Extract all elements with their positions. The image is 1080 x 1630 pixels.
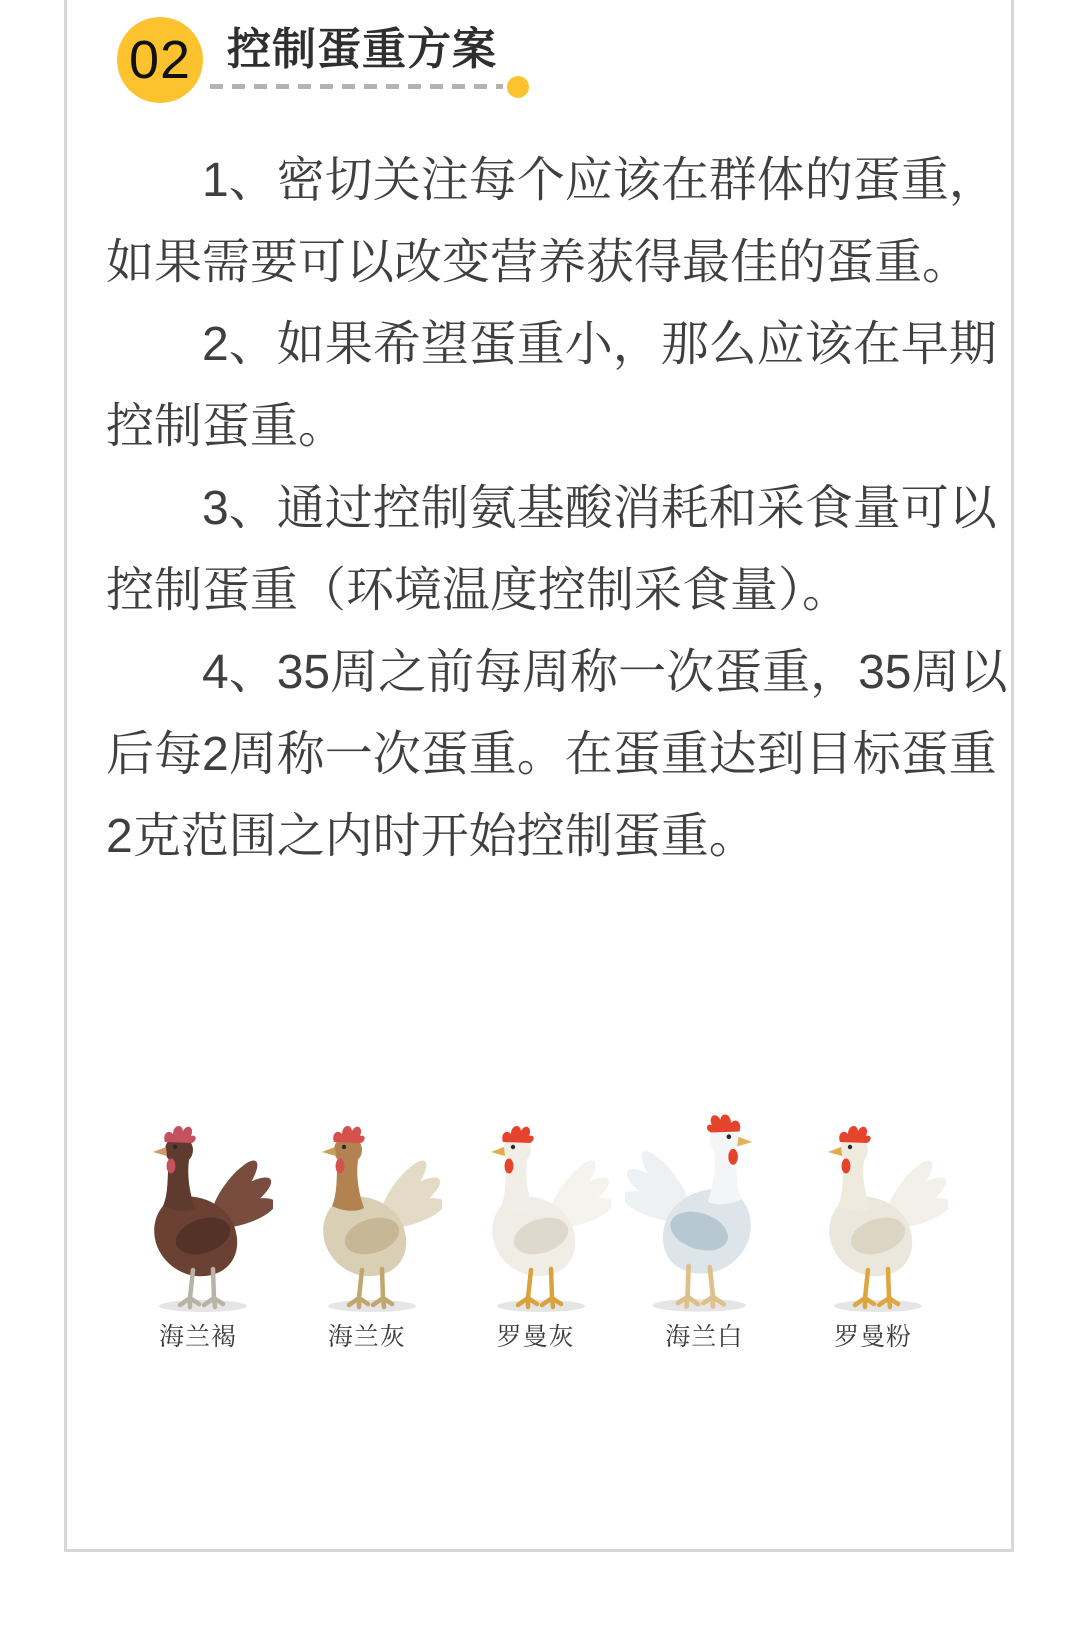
page-title: 控制蛋重方案 [227,25,497,74]
chicken-label: 海兰褐 [158,1323,237,1351]
hen-icon [625,1106,784,1318]
hen-eye [848,1145,852,1149]
dash-end-dot-icon [507,76,529,98]
text-line: 2克范围之内时开始控制蛋重。 [106,810,757,863]
chicken-card-lohmann-pink [793,1118,953,1352]
hen-icon [123,1118,273,1318]
article-text [106,140,1007,878]
text-line: 1、密切关注每个应该在群体的蛋重， [202,154,997,207]
hen-image [625,1106,784,1318]
hen-beak [828,1147,842,1156]
chicken-card-hyline-white [624,1106,784,1352]
dashed-underline [210,84,503,89]
hen-wattle [504,1159,513,1174]
hen-group [828,1126,948,1312]
text-line: 控制蛋重（环境温度控制采食量）。 [106,564,851,617]
text-line: 控制蛋重。 [106,400,347,453]
chicken-card-hyline-grey [287,1118,447,1352]
hen-comb [839,1126,870,1143]
hen-icon [292,1118,442,1318]
hen-comb [333,1126,364,1143]
hen-wattle [842,1159,851,1174]
section-badge [117,17,203,103]
hen-group [322,1126,442,1312]
hen-image [123,1118,273,1318]
hen-wattle [728,1149,738,1165]
chicken-label: 罗曼粉 [833,1323,912,1351]
text-line: 如果需要可以改变营养获得最佳的蛋重。 [106,236,971,289]
hen-group [491,1126,611,1312]
hen-eye [173,1145,177,1149]
hen-icon [798,1118,948,1318]
paragraph-4 [106,632,1007,878]
text-line: 后每2周称一次蛋重。在蛋重达到目标蛋重 [106,728,997,781]
paragraph-2 [106,304,1007,468]
paragraph-1 [106,140,1007,304]
chicken-card-hyline-brown [118,1118,278,1352]
hen-wattle [167,1159,176,1174]
hen-comb [707,1114,740,1132]
hen-group [153,1126,273,1312]
hen-icon [461,1118,611,1318]
paragraph-3 [106,468,1007,632]
hen-image [292,1118,442,1318]
chicken-label: 海兰灰 [327,1323,406,1351]
text-line: 2、如果希望蛋重小，那么应该在早期 [202,318,997,371]
hen-image [461,1118,611,1318]
hen-beak [322,1147,336,1156]
hen-group [625,1114,752,1311]
chicken-card-lohmann-grey [456,1118,616,1352]
section-badge-number: 02 [128,30,192,90]
chicken-label: 海兰白 [665,1323,744,1351]
hen-beak [153,1147,167,1156]
chicken-label: 罗曼灰 [496,1323,575,1351]
hen-eye [510,1145,514,1149]
text-line: 4、35周之前每周称一次蛋重，35周以 [202,646,1008,699]
hen-comb [164,1126,195,1143]
hen-image [798,1118,948,1318]
hen-beak [491,1147,505,1156]
hen-beak [737,1137,752,1147]
hen-comb [502,1126,533,1143]
chicken-row [118,1106,953,1352]
hen-wattle [335,1159,344,1174]
hen-eye [342,1145,346,1149]
text-line: 3、通过控制氨基酸消耗和采食量可以 [202,482,997,535]
hen-eye [726,1134,731,1139]
